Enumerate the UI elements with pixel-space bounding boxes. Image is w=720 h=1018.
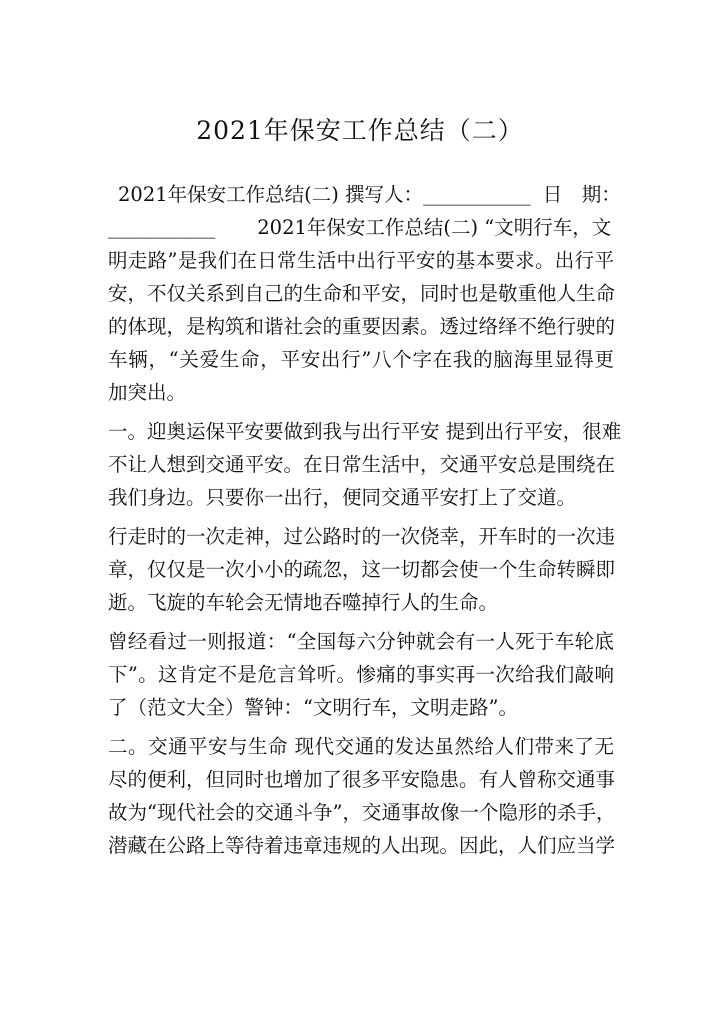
paragraph-line: 潜藏在公路上等待着违章违规的人出现。因此，人们应当学: [108, 834, 616, 857]
paragraph-line: 的体现，是构筑和谐社会的重要因素。透过络绎不绝行驶的: [108, 315, 616, 338]
paragraph-line: 明走路”是我们在日常生活中出行平安的基本要求。出行平: [108, 249, 614, 272]
paragraph-line: 了（范文大全）警钟：“文明行车，文明走路”。: [108, 696, 518, 719]
paragraph-1: [108, 244, 614, 409]
paragraph-5: [108, 730, 614, 862]
paragraph-line: 车辆，“关爱生命，平安出行”八个字在我的脑海里显得更: [108, 348, 614, 371]
date-label: 日 期：: [542, 183, 621, 206]
paragraph-4: [108, 625, 614, 724]
document-body: [108, 178, 622, 862]
paragraph-3: [108, 520, 614, 619]
paragraph-line: 行走时的一次走神，过公路时的一次侥幸，开车时的一次违: [108, 525, 616, 548]
paragraph-line: 安，不仅关系到自己的生命和平安，同时也是敬重他人生命: [108, 282, 616, 305]
document-title: 2021年保安工作总结（二）: [196, 116, 524, 145]
paragraph-2: [108, 415, 622, 514]
paragraph-line: 加突出。: [108, 381, 187, 404]
paragraph-line: 不让人想到交通平安。在日常生活中，交通平安总是围绕在: [108, 453, 616, 476]
paragraph-line: 曾经看过一则报道：“全国每六分钟就会有一人死于车轮底: [108, 630, 614, 653]
paragraph-line: 一。迎奥运保平安要做到我与出行平安 提到出行平安，很难: [108, 420, 622, 443]
date-blank: ___________: [108, 216, 216, 239]
paragraph-line: 尽的便利，但同时也增加了很多平安隐患。有人曾称交通事: [108, 768, 616, 791]
paragraph-line: 章，仅仅是一次小小的疏忽，这一切都会使一个生命转瞬即: [108, 558, 616, 581]
paragraph-line: 故为“现代社会的交通斗争”，交通事故像一个隐形的杀手，: [108, 801, 616, 824]
author-blank: ___________: [423, 183, 531, 206]
paragraph-line: 二。交通平安与生命 现代交通的发达虽然给人们带来了无: [108, 735, 614, 758]
meta-line: [108, 178, 621, 211]
meta-heading: 2021年保安工作总结(二): [118, 183, 339, 206]
meta-line-2: [108, 211, 614, 244]
paragraph-line: 我们身边。只要你一出行，便同交通平安打上了交道。: [108, 486, 577, 509]
author-label: 撰写人：: [345, 183, 424, 206]
paragraph-line: 下”。这肯定不是危言耸听。惨痛的事实再一次给我们敲响: [108, 663, 614, 686]
paragraph-line: 逝。飞旋的车轮会无情地吞噬掉行人的生命。: [108, 591, 499, 614]
paragraph-line: 2021年保安工作总结(二) “文明行车，文: [257, 216, 612, 239]
